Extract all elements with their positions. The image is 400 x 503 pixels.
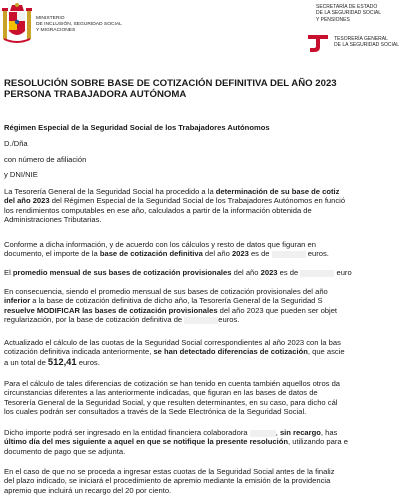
paragraph-payment: Dicho importe podrá ser ingresado en la entidad financiera colaboradora , sin recargo, has último día del mes siguiente a aquel en que se notifique la presente resolución, utilizando para e documento de pago que se adjunta. <box>4 428 348 456</box>
redacted-amount <box>272 251 306 258</box>
regimen-heading: Régimen Especial de la Seguridad Social de los Trabajadores Autónomos <box>4 123 270 132</box>
total-amount: 512,41 <box>47 355 77 367</box>
ministry-name: MINISTERIO DE INCLUSIÓN, SEGURIDAD SOCIAL Y MIGRACIONES <box>36 16 122 34</box>
secretaria-header <box>306 4 400 54</box>
ministry-header <box>2 3 152 47</box>
paragraph-calculation: Para el cálculo de tales diferencias de cotización se han tenido en cuenta también aquellos otros da circunstancias diferentes a las anteriormente indicadas, que figuran en las bases de datos de Tesorería General de la Seguridad Social, y que resulten determinantes, en su caso, para dicho cál los cuales podrán ser consultados a través de la Sede Electrónica de la Seguridad Social. <box>4 379 341 417</box>
dni-field-label: y DNI/NIE <box>4 170 38 179</box>
paragraph-differences: Actualizado el cálculo de las cuotas de la Seguridad Social correspondientes al año 2023 con la bas cotización definitiva indicada anteriormente, se han detectado diferencias de cotización, que ascie a un total de 512,41 euros. <box>4 338 345 367</box>
paragraph-determination: La Tesorería General de la Seguridad Social ha procedido a la determinación de su base de cotiz del año 2023 del Régimen Especial de la Seguridad Social de los Trabajadores Autónomos en funció los rendimientos computables en ese año, calculados a partir de la información obtenida de Administraciones Tributarias. <box>4 187 346 225</box>
name-field-label: D./Dña <box>4 139 28 148</box>
redacted-amount <box>184 317 218 324</box>
affiliation-field-label: con número de afiliación <box>4 155 87 164</box>
tgss-logo-icon <box>306 33 330 53</box>
paragraph-promedio: El promedio mensual de sus bases de cotización provisionales del año 2023 es de euro <box>4 268 352 277</box>
paragraph-resolution: En consecuencia, siendo el promedio mensual de sus bases de cotización provisionales del año inferior a la base de cotización definitiva de dicho año, la Tesorería General de la Seguridad S resuelve MODIFICAR las bases de cotización provisionales del año 2023 que pueden ser objet regularización, por la base de cotización definitiva de euros. <box>4 287 338 325</box>
secretaria-name: SECRETARÍA DE ESTADO DE LA SEGURIDAD SOCIAL Y PENSIONES <box>316 4 382 23</box>
redacted-entity <box>250 430 276 437</box>
document-title: RESOLUCIÓN SOBRE BASE DE COTIZACIÓN DEFINITIVA DEL AÑO 2023 PERSONA TRABAJADORA AUTÓNOMA <box>4 78 337 100</box>
redacted-amount <box>300 270 334 277</box>
tesoreria-name: TESORERÍA GENERAL DE LA SEGURIDAD SOCIAL <box>334 36 400 49</box>
paragraph-base-definitiva: Conforme a dicha información, y de acuerdo con los cálculos y resto de datos que figuran en documento, el importe de la base de cotización definitiva del año 2023 es de euros. <box>4 240 329 259</box>
paragraph-apremio: En el caso de que no se proceda a ingresar estas cuotas de la Seguridad Social antes de la finaliz del plazo indicado, se iniciará el procedimiento de apremio mediante la emisión de la providencia apremio que incluirá un recargo del 20 por ciento. <box>4 467 335 495</box>
coat-of-arms-icon <box>2 3 32 47</box>
